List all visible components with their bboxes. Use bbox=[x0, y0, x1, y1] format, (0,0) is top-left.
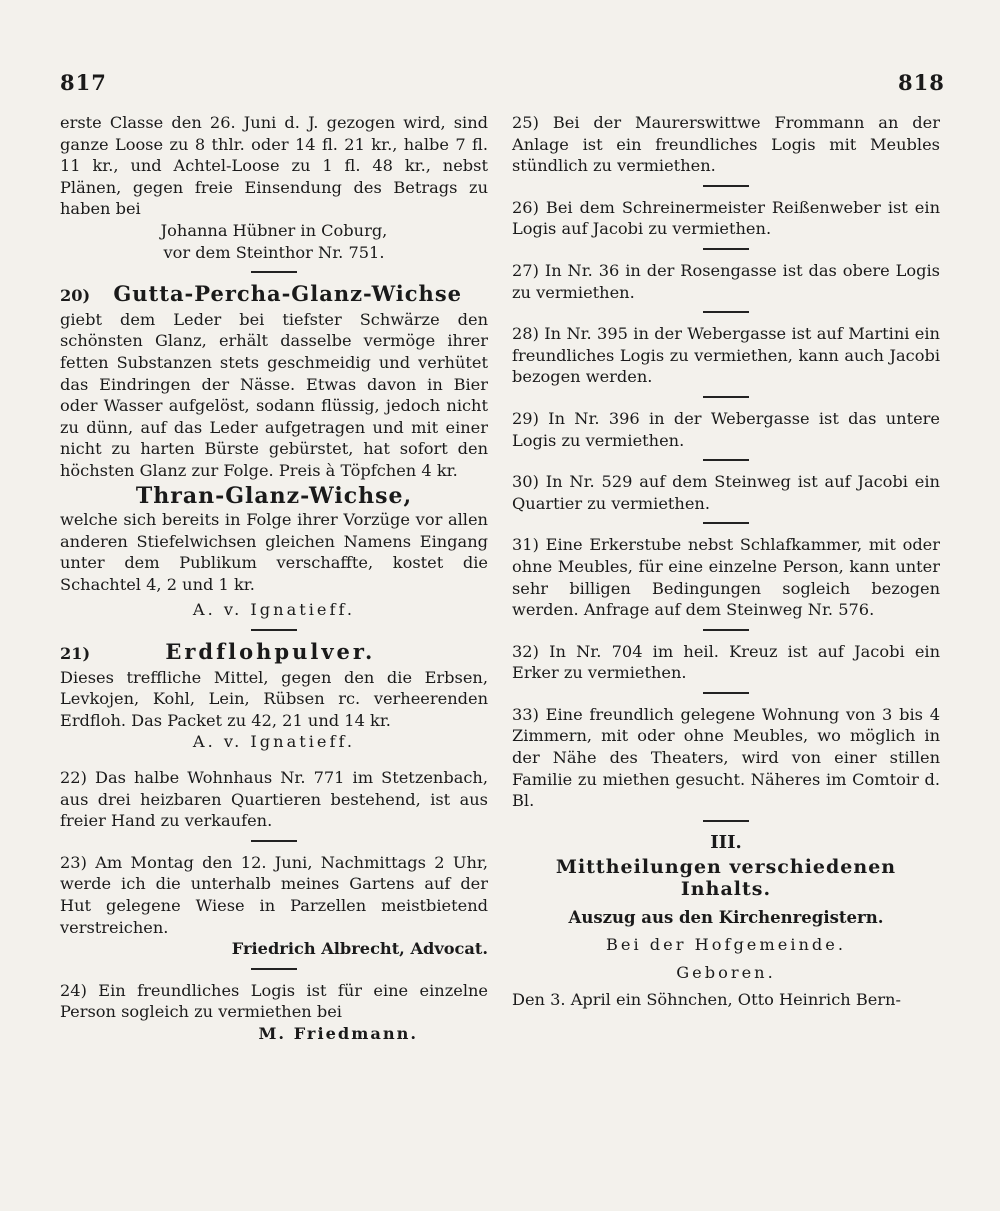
intro-signature-name: Johanna Hübner in Coburg, bbox=[160, 220, 388, 240]
separator bbox=[703, 396, 749, 398]
ad-21-heading bbox=[60, 641, 488, 665]
page-number-right: 818 bbox=[898, 70, 945, 95]
ad-23-signature: Friedrich Albrecht, Advocat. bbox=[231, 939, 488, 959]
page-number-left: 817 bbox=[60, 70, 107, 95]
separator bbox=[703, 629, 749, 631]
ad-21-title: Erdflohpulver. bbox=[165, 639, 376, 665]
section-title: Mittheilungen verschiedenen Inhalts. bbox=[555, 856, 897, 901]
ad-20-heading bbox=[60, 283, 488, 307]
ad-20-title-2: Thran-Glanz-Wichse, bbox=[135, 482, 413, 509]
ad-27-text: 27) In Nr. 36 in der Rosengasse ist das obere Logis zu vermiethen. bbox=[512, 260, 940, 302]
ad-21-number: 21) bbox=[60, 644, 91, 664]
ad-30-text: 30) In Nr. 529 auf dem Steinweg ist auf Jacobi ein Quartier zu vermiethen. bbox=[512, 472, 940, 513]
ad-21-text: Dieses treffliche Mittel, gegen den die Erbsen, Levkojen, Kohl, Lein, Rübsen rc. verheerenden Erdfloh. Das Packet zu 42, 21 und 14 kr. bbox=[60, 667, 488, 730]
ad-24-text: 24) Ein freundliches Logis ist für eine einzelne Person sogleich zu vermiethen bei bbox=[60, 980, 488, 1022]
separator bbox=[703, 692, 749, 694]
section-number: III. bbox=[710, 831, 742, 853]
ad-32-text: 32) In Nr. 704 im heil. Kreuz ist auf Jacobi ein Erker zu vermiethen. bbox=[512, 641, 940, 683]
separator bbox=[703, 185, 749, 187]
born-heading: Geboren. bbox=[676, 962, 776, 982]
separator bbox=[251, 629, 297, 631]
ad-28-text: 28) In Nr. 395 in der Webergasse ist auf Martini ein freundliches Logis zu vermiethen, kann auch Jacobi bezogen werden. bbox=[512, 324, 940, 387]
separator bbox=[703, 459, 749, 461]
intro-text: erste Classe den 26. Juni d. J. gezogen wird, sind ganze Loose zu 8 thlr. oder 14 fl. 21 kr., halbe 7 fl. 11 kr., und Achtel-Loose zu 1 fl. 48 kr., nebst Plänen, gegen freie Einsendung des Betrags zu haben bei bbox=[60, 113, 488, 219]
ad-33-text: 33) Eine freundlich gelegene Wohnung von 3 bis 4 Zimmern, mit oder ohne Meubles, wo möglich in der Nähe des Theaters, wird von einer stillen Familie zu miethen gesucht. Näheres im Comtoir d. Bl. bbox=[512, 704, 940, 811]
separator bbox=[703, 311, 749, 313]
ad-31-text: 31) Eine Erkerstube nebst Schlafkammer, mit oder ohne Meubles, für eine einzelne Person, kann unter sehr billigen Bedingungen sogleich bezogen werden. Anfrage auf dem Steinweg Nr. 576. bbox=[512, 535, 940, 620]
last-line: Den 3. April ein Söhnchen, Otto Heinrich Bern- bbox=[512, 990, 901, 1010]
ad-22-text: 22) Das halbe Wohnhaus Nr. 771 im Stetzenbach, aus drei heizbaren Quartieren bestehend, ist aus freier Hand zu verkaufen. bbox=[60, 768, 488, 831]
separator bbox=[703, 820, 749, 822]
separator bbox=[703, 522, 749, 524]
ad-20-signature: A. v. Ignatieff. bbox=[192, 600, 356, 620]
left-column bbox=[60, 112, 488, 1045]
separator bbox=[251, 271, 297, 273]
ad-24-signature: M. Friedmann. bbox=[258, 1023, 418, 1043]
ad-23-text: 23) Am Montag den 12. Juni, Nachmittags 2 Uhr, werde ich die unterhalb meines Gartens auf der Hut gelegene Wiese in Parzellen meistbietend verstreichen. bbox=[60, 852, 488, 937]
intro-signature-address: vor dem Steinthor Nr. 751. bbox=[163, 242, 385, 262]
sub-title: Auszug aus den Kirchenregistern. bbox=[568, 907, 884, 927]
ad-26-text: 26) Bei dem Schreinermeister Reißenweber ist ein Logis auf Jacobi zu vermiethen. bbox=[512, 197, 940, 239]
ad-20-text: giebt dem Leder bei tiefster Schwärze den schönsten Glanz, erhält dasselbe vermöge ihrer fetten Substanzen stets geschmeidig und verhütet das Eindringen der Nässe. Etwas davon in Bier oder Wasser aufgelöst, sodann flüssig, jedoch nicht zu dünn, auf das Leder aufgetragen und mit einer nicht zu harten Bürste gebürstet, hat sofort den höchsten Glanz zur Folge. Preis à Töpfchen 4 kr. bbox=[60, 309, 488, 480]
ad-20-number: 20) bbox=[60, 286, 91, 306]
parish-heading: Bei der Hofgemeinde. bbox=[605, 935, 847, 955]
right-column bbox=[512, 112, 940, 1011]
ad-25-text: 25) Bei der Maurerswittwe Frommann an der Anlage ist ein freundliches Logis mit Meubles stündlich zu vermiethen. bbox=[512, 113, 940, 176]
separator bbox=[703, 248, 749, 250]
separator bbox=[251, 968, 297, 970]
ad-20-text-2: welche sich bereits in Folge ihrer Vorzüge vor allen anderen Stiefelwichsen gleichen Namens Eingang unter dem Publikum verschaffte, kostet die Schachtel 4, 2 und 1 kr. bbox=[60, 510, 488, 594]
ad-21-signature: A. v. Ignatieff. bbox=[192, 732, 356, 752]
ad-29-text: 29) In Nr. 396 in der Webergasse ist das untere Logis zu vermiethen. bbox=[512, 408, 940, 450]
ad-20-title: Gutta-Percha-Glanz-Wichse bbox=[113, 281, 463, 307]
separator bbox=[251, 840, 297, 842]
